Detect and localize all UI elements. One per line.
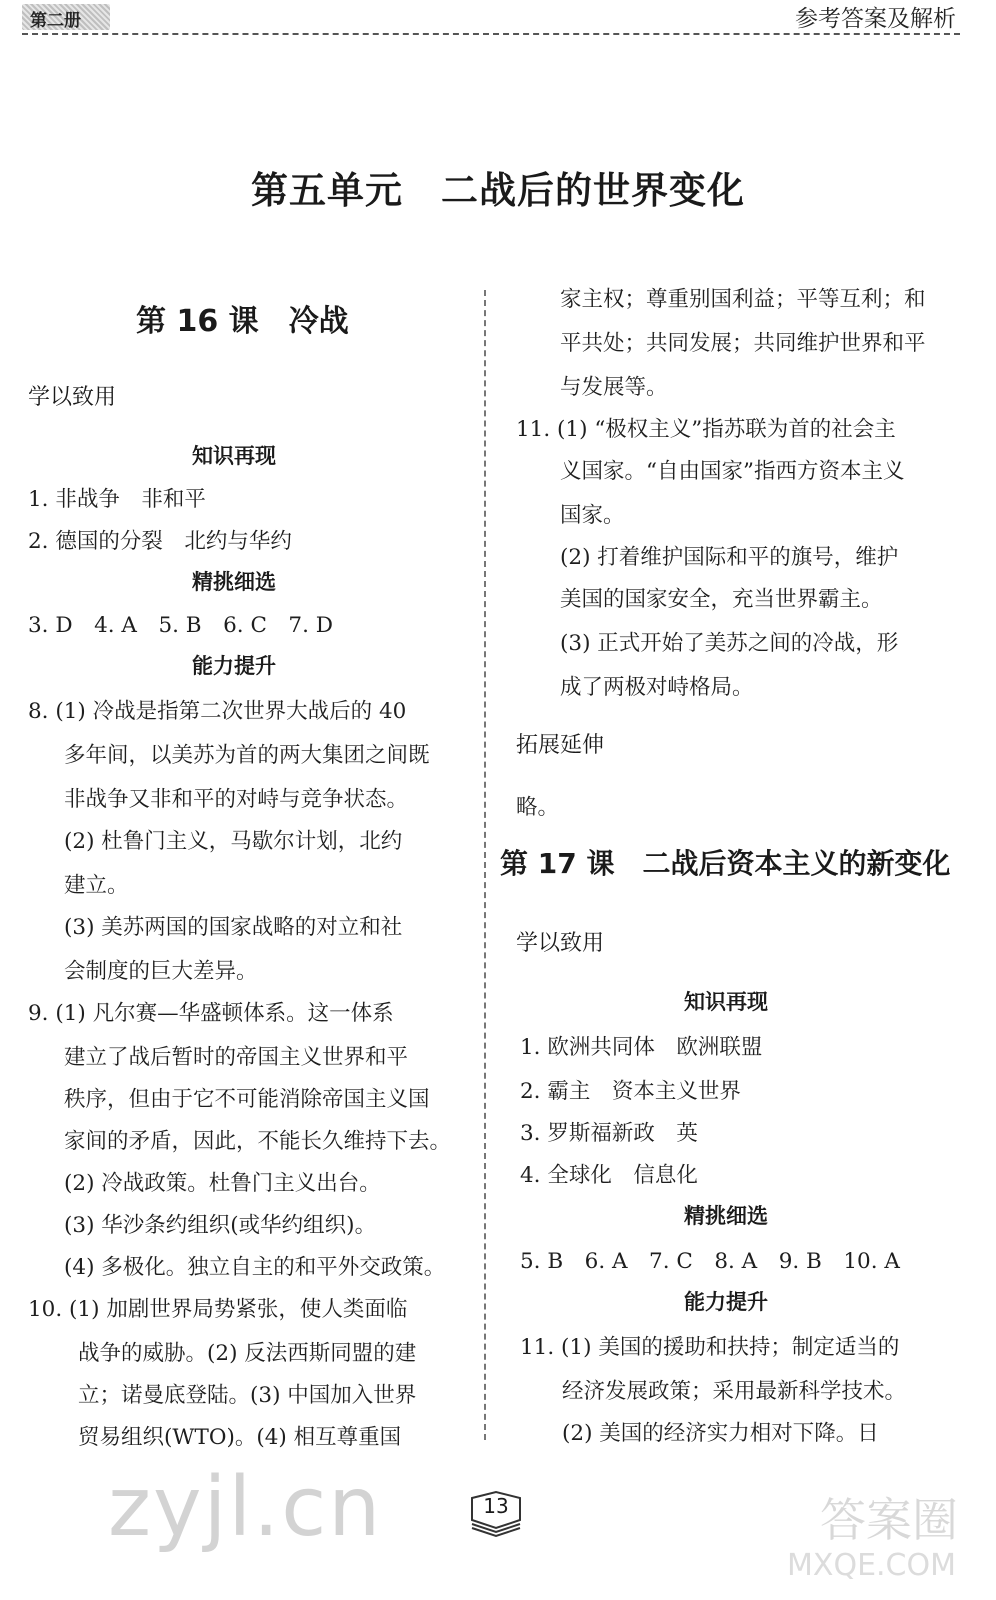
answer-line: 建立了战后暂时的帝国主义世界和平 xyxy=(64,1045,409,1070)
answer-line: 义国家。“自由国家”指西方资本主义 xyxy=(560,459,905,484)
watermark-site: MXQE.COM xyxy=(787,1548,956,1583)
answer-line: 秩序，但由于它不可能消除帝国主义国 xyxy=(64,1087,430,1112)
answer-line: (4) 多极化。独立自主的和平外交政策。 xyxy=(64,1255,446,1280)
answer-line: 美国的国家安全，充当世界霸主。 xyxy=(560,587,883,612)
learn-apply-heading: 学以致用 xyxy=(516,931,605,956)
answer-line: 11. (1) 美国的援助和扶持；制定适当的 xyxy=(520,1335,900,1360)
volume-label: 第二册 xyxy=(30,11,81,31)
answer-line: 非战争又非和平的对峙与竞争状态。 xyxy=(64,787,409,812)
choice-answers: 3. D 4. A 5. B 6. C 7. D xyxy=(28,613,333,638)
answer-line: 2. 德国的分裂 北约与华约 xyxy=(28,529,292,554)
column-divider xyxy=(484,290,486,1440)
header-divider xyxy=(22,33,960,35)
answer-line: 2. 霸主 资本主义世界 xyxy=(520,1079,741,1104)
answer-line: 家主权；尊重别国利益；平等互利；和 xyxy=(560,287,926,312)
section-title: 参考答案及解析 xyxy=(795,6,956,32)
ability-heading: 能力提升 xyxy=(192,654,276,678)
answer-line: 国家。 xyxy=(560,503,625,528)
answer-line: 多年间，以美苏为首的两大集团之间既 xyxy=(64,743,430,768)
answer-line: 平共处；共同发展；共同维护世界和平 xyxy=(560,331,926,356)
answer-line: 4. 全球化 信息化 xyxy=(520,1163,698,1188)
watermark-main: zyjl.cn xyxy=(108,1460,383,1555)
answer-line: 会制度的巨大差异。 xyxy=(64,959,258,984)
answer-line: (2) 冷战政策。杜鲁门主义出台。 xyxy=(64,1171,381,1196)
answer-line: (3) 正式开始了美苏之间的冷战，形 xyxy=(560,631,899,656)
knowledge-heading: 知识再现 xyxy=(684,990,768,1014)
answer-line: (2) 美国的经济实力相对下降。日 xyxy=(562,1421,879,1446)
answer-line: 战争的威胁。(2) 反法西斯同盟的建 xyxy=(78,1341,417,1366)
answer-line: (2) 杜鲁门主义，马歇尔计划，北约 xyxy=(64,829,403,854)
lesson-17-title: 第 17 课 二战后资本主义的新变化 xyxy=(500,847,951,880)
answer-line: 建立。 xyxy=(64,873,129,898)
knowledge-heading: 知识再现 xyxy=(192,444,276,468)
answer-line: (3) 美苏两国的国家战略的对立和社 xyxy=(64,915,403,940)
answer-line: 1. 非战争 非和平 xyxy=(28,487,206,512)
extend-answer: 略。 xyxy=(516,795,560,820)
answer-line: (2) 打着维护国际和平的旗号，维护 xyxy=(560,545,899,570)
choice-answers: 5. B 6. A 7. C 8. A 9. B 10. A xyxy=(520,1249,900,1274)
answer-line: 家间的矛盾，因此，不能长久维持下去。 xyxy=(64,1129,452,1154)
answer-line: 贸易组织(WTO)。(4) 相互尊重国 xyxy=(78,1425,402,1450)
answer-line: 10. (1) 加剧世界局势紧张，使人类面临 xyxy=(28,1297,408,1322)
unit-title: 第五单元 二战后的世界变化 xyxy=(251,169,745,212)
answer-line: 8. (1) 冷战是指第二次世界大战后的 40 xyxy=(28,699,407,724)
answer-line: 立；诺曼底登陆。(3) 中国加入世界 xyxy=(78,1383,417,1408)
answer-line: 经济发展政策；采用最新科学技术。 xyxy=(562,1379,907,1404)
answer-line: (3) 华沙条约组织(或华约组织)。 xyxy=(64,1213,377,1238)
extend-heading: 拓展延伸 xyxy=(516,733,605,758)
volume-tab xyxy=(22,4,110,30)
answer-line: 1. 欧洲共同体 欧洲联盟 xyxy=(520,1035,763,1060)
ability-heading: 能力提升 xyxy=(684,1290,768,1314)
answer-line: 11. (1) “极权主义”指苏联为首的社会主 xyxy=(516,417,896,442)
choice-heading: 精挑细选 xyxy=(684,1204,768,1228)
page-number-badge xyxy=(468,1490,524,1538)
watermark-logo: 答案圈 xyxy=(820,1493,958,1547)
answer-line: 成了两极对峙格局。 xyxy=(560,675,754,700)
answer-line: 与发展等。 xyxy=(560,375,668,400)
learn-apply-heading: 学以致用 xyxy=(28,385,117,410)
lesson-16-title: 第 16 课 冷战 xyxy=(136,304,349,339)
page-number: 13 xyxy=(483,1494,509,1518)
choice-heading: 精挑细选 xyxy=(192,570,276,594)
answer-line: 9. (1) 凡尔赛—华盛顿体系。这一体系 xyxy=(28,1001,394,1026)
answer-line: 3. 罗斯福新政 英 xyxy=(520,1121,698,1146)
